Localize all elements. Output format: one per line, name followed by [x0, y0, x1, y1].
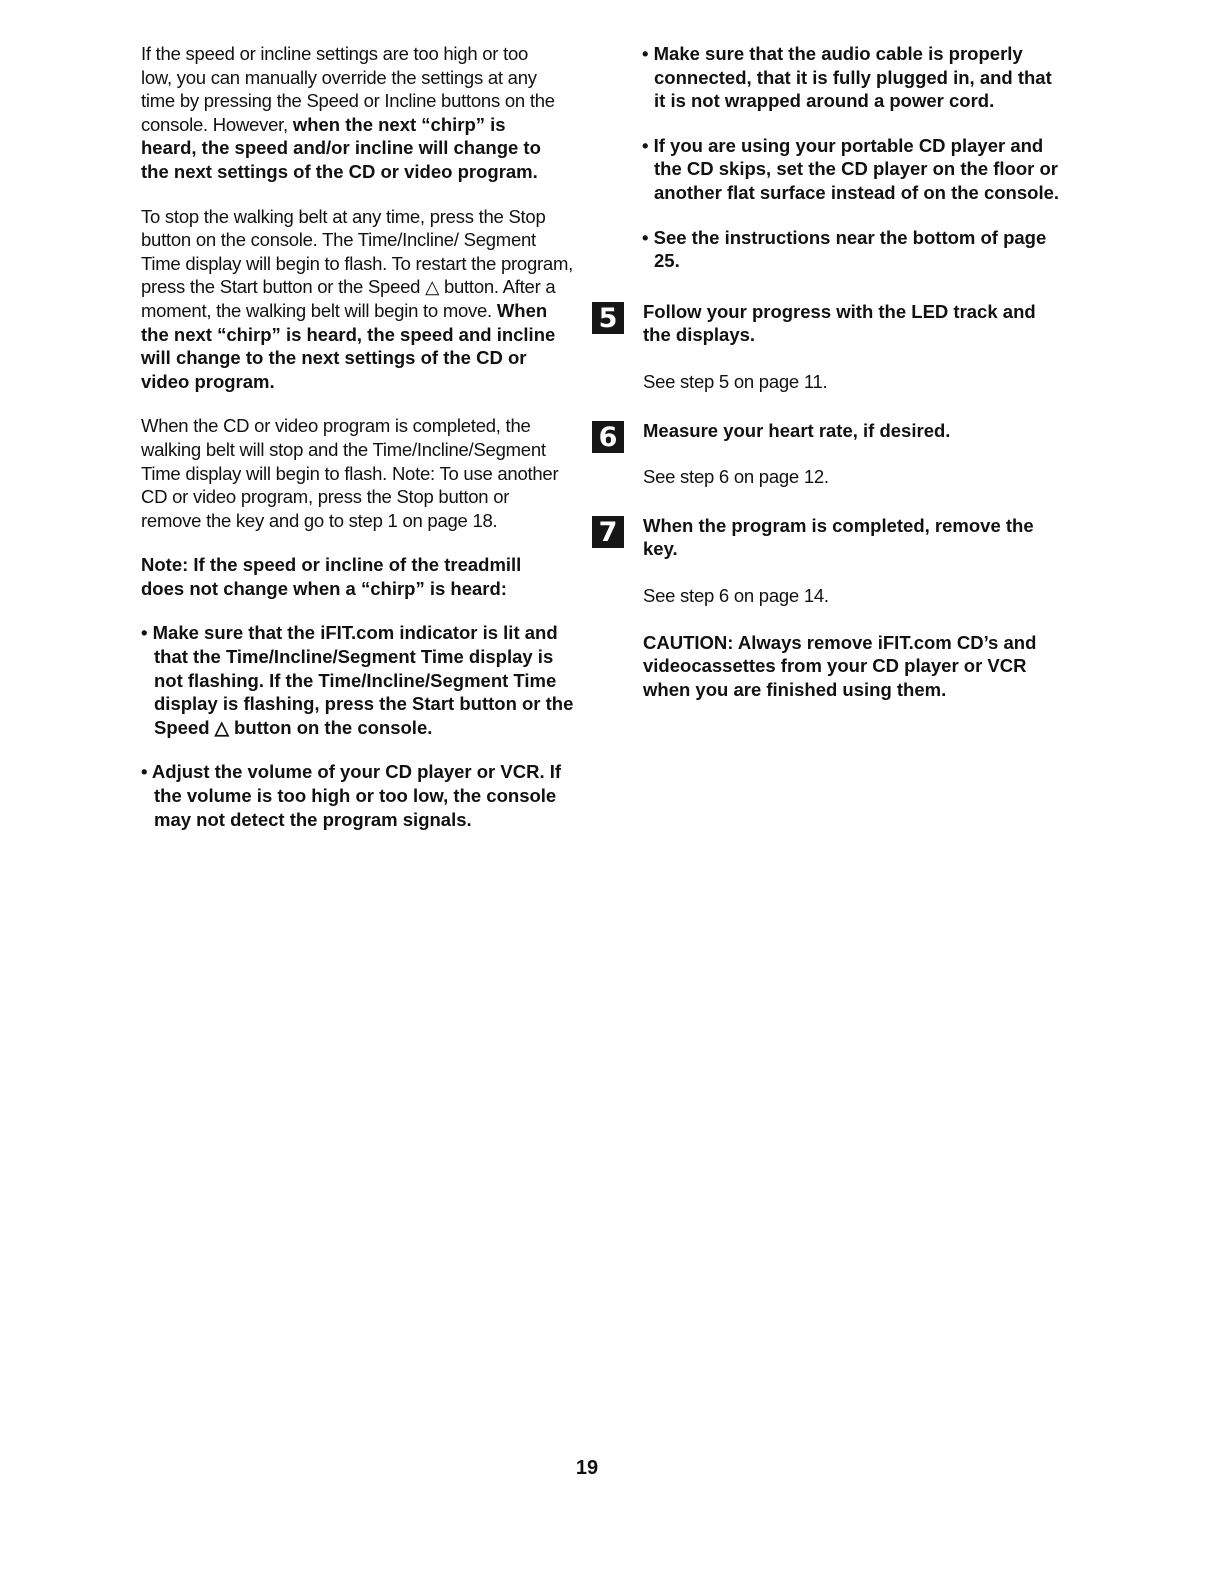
- bullet-adjust-volume: • Adjust the volume of your CD player or VCR. If the volume is too high or too low, the console may not detect the program signals.: [141, 761, 562, 830]
- left-column: [141, 42, 581, 831]
- right-column: [592, 42, 1092, 701]
- paragraph-manual-override: [141, 42, 561, 184]
- step-7-title: When the program is completed, remove the key.: [643, 514, 1034, 560]
- paragraph-stop-belt-bold: When the next “chirp” is heard, the speed and incline will change to the next settings of the CD or video program.: [141, 299, 556, 392]
- step-6: [592, 419, 1092, 453]
- bullet-indicator-lit: • Make sure that the iFIT.com indicator is lit and that the Time/Incline/Segment Time display is not flashing. If the Time/Incline/Segment Time display is flashing, press the Start button or the Speed △ button on the console.: [141, 622, 574, 738]
- paragraph-manual-override-bold: when the next “chirp” is heard, the speed and/or incline will change to the next settings of the CD or video program.: [141, 113, 541, 182]
- page-number: 19: [575, 1457, 599, 1479]
- step-number-badge: 6: [592, 421, 624, 453]
- bullet-cd-skips: • If you are using your portable CD player and the CD skips, set the CD player on the floor or another flat surface instead of on the console.: [642, 134, 1060, 203]
- caution-note: CAUTION: Always remove iFIT.com CD’s and videocassettes from your CD player or VCR when you are finished using them.: [643, 631, 1037, 700]
- step-7: [592, 514, 1092, 561]
- paragraph-manual-override-text: If the speed or incline settings are too high or too low, you can manually override the settings at any time by pressing the Speed or Incline buttons on the console. However,: [141, 43, 555, 135]
- step-5-title: Follow your progress with the LED track and the displays.: [643, 300, 1036, 346]
- bullet-see-instructions: • See the instructions near the bottom of page 25.: [642, 226, 1047, 272]
- step-5-reference: See step 5 on page 11.: [643, 370, 828, 392]
- paragraph-stop-belt-text: To stop the walking belt at any time, press the Stop button on the console. The Time/Incline/ Segment Time display will begin to flash. To restart the program, press the Start button or the Speed △ button. After a moment, the walking belt will begin to move.: [141, 205, 573, 321]
- bullet-audio-cable: • Make sure that the audio cable is properly connected, that it is fully plugged in, and that it is not wrapped around a power cord.: [642, 43, 1052, 112]
- step-number-badge: 5: [592, 302, 624, 334]
- step-7-reference: See step 6 on page 14.: [643, 584, 829, 606]
- note-chirp: Note: If the speed or incline of the treadmill does not change when a “chirp” is heard:: [141, 554, 522, 599]
- step-6-reference: See step 6 on page 12.: [643, 466, 829, 488]
- paragraph-stop-belt: [141, 205, 573, 394]
- paragraph-program-completed: When the CD or video program is completed, the walking belt will stop and the Time/Incline/Segment Time display will begin to flash. Note: To use another CD or video program, press the Stop button or remove the key and go to step 1 on page 18.: [141, 415, 559, 531]
- step-5: [592, 300, 1092, 347]
- step-number-badge: 7: [592, 516, 624, 548]
- step-6-title: Measure your heart rate, if desired.: [643, 419, 951, 441]
